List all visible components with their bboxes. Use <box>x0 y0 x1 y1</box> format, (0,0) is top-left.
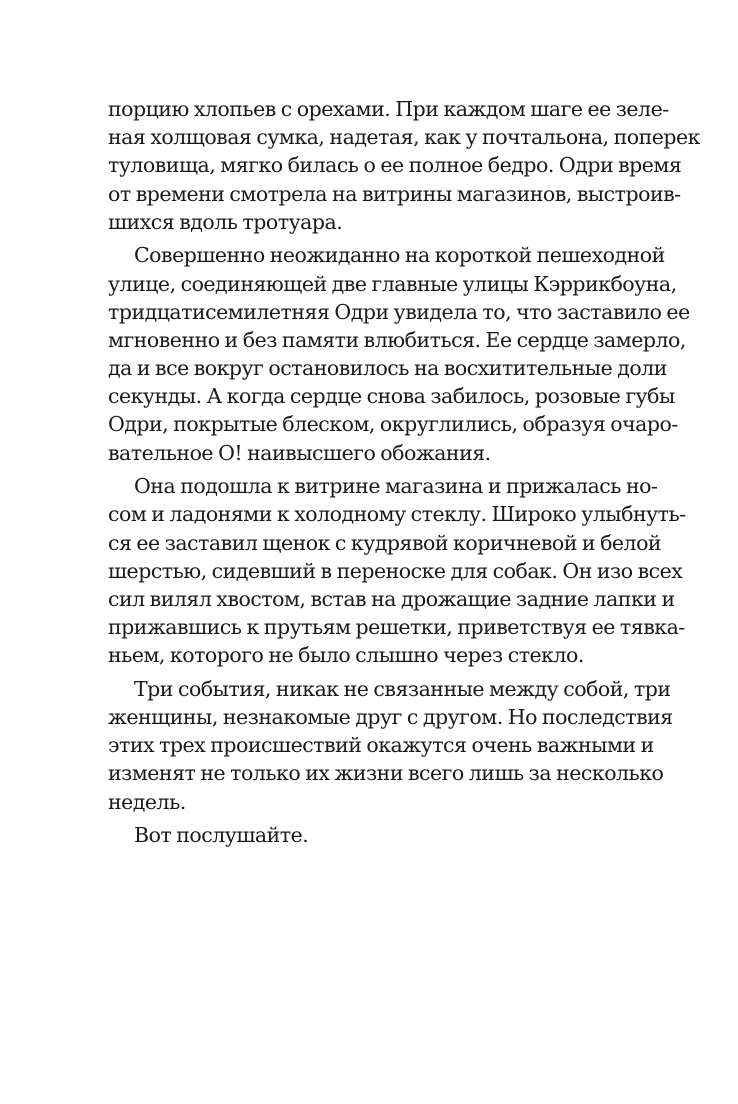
text-line: вательное О! наивысшего обожания. <box>108 440 491 465</box>
text-line: от времени смотрела на витрины магазинов, выстроив- <box>108 181 681 206</box>
text-line: этих трех происшествий окажутся очень важными и <box>108 733 654 758</box>
text-line: мгновенно и без памяти влюбиться. Ее сердце замерло, <box>108 327 686 352</box>
text-line: Вот послушайте. <box>134 823 309 848</box>
text-line: шихся вдоль тротуара. <box>108 209 343 234</box>
text-line: Одри, покрытые блеском, округлились, образуя очаро- <box>108 412 678 437</box>
text-line: туловища, мягко билась о ее полное бедро. Одри время <box>108 153 682 178</box>
text-line: ньем, которого не было слышно через стекло. <box>108 643 584 668</box>
text-line: улице, соединяющей две главные улицы Кэррикбоуна, <box>108 271 677 296</box>
text-line: сом и ладонями к холодному стеклу. Широко улыбнуть- <box>108 502 686 527</box>
paragraph-5 <box>108 821 632 849</box>
paragraph-3 <box>108 472 686 669</box>
paragraph-1 <box>108 95 700 236</box>
text-line: да и все вокруг остановилось на восхитительные доли <box>108 356 667 381</box>
text-line: шерстью, сидевший в переноске для собак. Он изо всех <box>108 558 683 583</box>
text-line: Три события, никак не связанные между собой, три <box>134 676 671 701</box>
text-line: ная холщовая сумка, надетая, как у почтальона, поперек <box>108 125 700 150</box>
text-line: недель. <box>108 789 186 814</box>
text-line: секунды. А когда сердце снова забилось, розовые губы <box>108 384 675 409</box>
text-line: тридцатисемилетняя Одри увидела то, что заставило ее <box>108 299 690 324</box>
text-line: сил вилял хвостом, встав на дрожащие задние лапки и <box>108 586 675 611</box>
text-line: прижавшись к прутьям решетки, приветствуя ее тявка- <box>108 615 685 640</box>
paragraph-2 <box>108 241 690 467</box>
paragraph-4 <box>108 675 673 816</box>
text-line: ся ее заставил щенок с кудрявой коричневой и белой <box>108 530 662 555</box>
book-page <box>108 95 700 855</box>
text-line: порцию хлопьев с орехами. При каждом шаге ее зеле- <box>108 97 669 121</box>
text-line: Совершенно неожиданно на короткой пешеходной <box>134 243 665 268</box>
text-line: женщины, незнакомые друг с другом. Но последствия <box>108 705 673 730</box>
text-line: изменят не только их жизни всего лишь за несколько <box>108 761 664 786</box>
text-line: Она подошла к витрине магазина и прижалась но- <box>134 474 658 499</box>
